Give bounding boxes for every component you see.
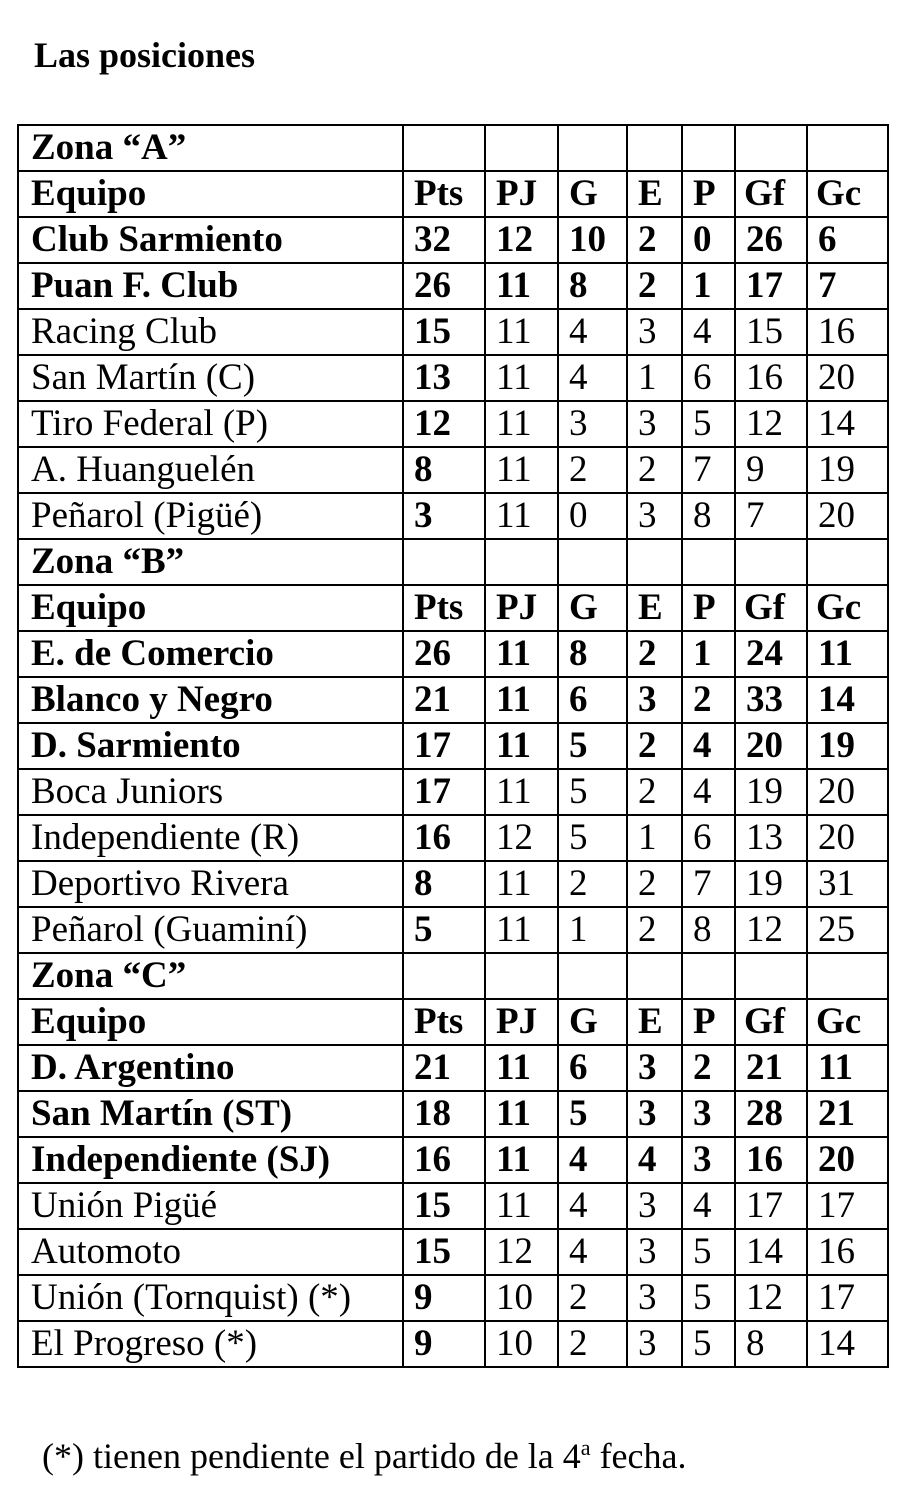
- column-header-e: E: [627, 171, 682, 217]
- stat-g: 4: [558, 1229, 627, 1275]
- empty-cell: [558, 539, 627, 585]
- stat-gf: 12: [735, 401, 807, 447]
- stat-pj: 12: [485, 815, 558, 861]
- stat-p: 5: [682, 1321, 735, 1367]
- column-header-row: [18, 999, 888, 1045]
- stat-e: 3: [627, 401, 682, 447]
- empty-cell: [485, 125, 558, 171]
- stat-pts: 26: [403, 631, 485, 677]
- stat-g: 3: [558, 401, 627, 447]
- stat-p: 3: [682, 1091, 735, 1137]
- stat-gf: 12: [735, 907, 807, 953]
- column-header-g: G: [558, 585, 627, 631]
- stat-pts: 21: [403, 677, 485, 723]
- table-row: [18, 263, 888, 309]
- stat-gc: 20: [807, 355, 888, 401]
- stat-e: 2: [627, 769, 682, 815]
- empty-cell: [403, 539, 485, 585]
- stat-gc: 20: [807, 1137, 888, 1183]
- stat-e: 2: [627, 631, 682, 677]
- team-name: San Martín (C): [18, 355, 403, 401]
- stat-p: 6: [682, 815, 735, 861]
- stat-e: 2: [627, 217, 682, 263]
- empty-cell: [558, 953, 627, 999]
- stat-gc: 31: [807, 861, 888, 907]
- page-title: Las posiciones: [34, 35, 256, 75]
- stat-pts: 9: [403, 1275, 485, 1321]
- stat-pj: 11: [485, 263, 558, 309]
- stat-e: 1: [627, 355, 682, 401]
- column-header-e: E: [627, 585, 682, 631]
- table-row: [18, 493, 888, 539]
- stat-p: 5: [682, 1229, 735, 1275]
- table-row: [18, 815, 888, 861]
- stat-gf: 19: [735, 769, 807, 815]
- table-row: [18, 677, 888, 723]
- team-name: A. Huanguelén: [18, 447, 403, 493]
- stat-pj: 10: [485, 1275, 558, 1321]
- stat-p: 7: [682, 447, 735, 493]
- table-row: [18, 401, 888, 447]
- stat-pj: 11: [485, 723, 558, 769]
- table-row: [18, 769, 888, 815]
- empty-cell: [682, 125, 735, 171]
- empty-cell: [682, 539, 735, 585]
- stat-pj: 12: [485, 217, 558, 263]
- column-header-p: P: [682, 585, 735, 631]
- stat-gc: 17: [807, 1183, 888, 1229]
- empty-cell: [627, 125, 682, 171]
- stat-gf: 24: [735, 631, 807, 677]
- empty-cell: [807, 953, 888, 999]
- team-name: E. de Comercio: [18, 631, 403, 677]
- stat-pts: 5: [403, 907, 485, 953]
- table-row: [18, 1183, 888, 1229]
- footnote-suffix: fecha.: [590, 1436, 687, 1476]
- column-header-equipo: Equipo: [18, 171, 403, 217]
- stat-e: 3: [627, 1091, 682, 1137]
- team-name: Racing Club: [18, 309, 403, 355]
- stat-pts: 26: [403, 263, 485, 309]
- stat-p: 4: [682, 723, 735, 769]
- stat-gc: 6: [807, 217, 888, 263]
- stat-pts: 3: [403, 493, 485, 539]
- stat-g: 5: [558, 1091, 627, 1137]
- column-header-gf: Gf: [735, 999, 807, 1045]
- zone-title-row: [18, 125, 888, 171]
- stat-pj: 11: [485, 677, 558, 723]
- column-header-equipo: Equipo: [18, 585, 403, 631]
- stat-gc: 20: [807, 815, 888, 861]
- zone-title: Zona “A”: [18, 125, 403, 171]
- team-name: El Progreso (*): [18, 1321, 403, 1367]
- stat-gf: 13: [735, 815, 807, 861]
- stat-p: 7: [682, 861, 735, 907]
- zone-title: Zona “B”: [18, 539, 403, 585]
- stat-gc: 11: [807, 1045, 888, 1091]
- table-row: [18, 1275, 888, 1321]
- stat-p: 6: [682, 355, 735, 401]
- stat-e: 2: [627, 861, 682, 907]
- team-name: Unión (Tornquist) (*): [18, 1275, 403, 1321]
- stat-pj: 11: [485, 631, 558, 677]
- stat-gf: 7: [735, 493, 807, 539]
- empty-cell: [735, 539, 807, 585]
- column-header-pj: PJ: [485, 171, 558, 217]
- stat-gf: 16: [735, 1137, 807, 1183]
- stat-gf: 21: [735, 1045, 807, 1091]
- stat-pj: 11: [485, 1137, 558, 1183]
- stat-gc: 20: [807, 769, 888, 815]
- table-row: [18, 447, 888, 493]
- stat-e: 1: [627, 815, 682, 861]
- stat-pts: 16: [403, 815, 485, 861]
- stat-p: 2: [682, 1045, 735, 1091]
- column-header-row: [18, 171, 888, 217]
- stat-g: 8: [558, 263, 627, 309]
- stat-p: 4: [682, 1183, 735, 1229]
- stat-gc: 14: [807, 1321, 888, 1367]
- column-header-row: [18, 585, 888, 631]
- stat-gf: 15: [735, 309, 807, 355]
- empty-cell: [403, 125, 485, 171]
- column-header-equipo: Equipo: [18, 999, 403, 1045]
- stat-e: 3: [627, 309, 682, 355]
- stat-p: 5: [682, 401, 735, 447]
- stat-pts: 21: [403, 1045, 485, 1091]
- column-header-gc: Gc: [807, 999, 888, 1045]
- footnote-text: (*) tienen pendiente el partido de la 4: [42, 1436, 581, 1476]
- stat-e: 2: [627, 263, 682, 309]
- stat-g: 2: [558, 1275, 627, 1321]
- stat-pj: 11: [485, 1091, 558, 1137]
- stat-gc: 17: [807, 1275, 888, 1321]
- column-header-e: E: [627, 999, 682, 1045]
- stat-pj: 11: [485, 769, 558, 815]
- stat-gf: 17: [735, 263, 807, 309]
- stat-g: 4: [558, 355, 627, 401]
- empty-cell: [735, 953, 807, 999]
- column-header-gc: Gc: [807, 585, 888, 631]
- stat-gc: 25: [807, 907, 888, 953]
- stat-p: 3: [682, 1137, 735, 1183]
- stat-pj: 11: [485, 1183, 558, 1229]
- stat-g: 5: [558, 815, 627, 861]
- stat-gf: 9: [735, 447, 807, 493]
- stat-g: 4: [558, 1183, 627, 1229]
- team-name: Independiente (SJ): [18, 1137, 403, 1183]
- stat-e: 2: [627, 723, 682, 769]
- stat-e: 3: [627, 1229, 682, 1275]
- stat-gf: 19: [735, 861, 807, 907]
- column-header-gc: Gc: [807, 171, 888, 217]
- stat-gc: 7: [807, 263, 888, 309]
- column-header-gf: Gf: [735, 585, 807, 631]
- stat-gf: 28: [735, 1091, 807, 1137]
- stat-gc: 21: [807, 1091, 888, 1137]
- table-row: [18, 631, 888, 677]
- stat-g: 5: [558, 769, 627, 815]
- stat-pj: 11: [485, 1045, 558, 1091]
- stat-pj: 11: [485, 401, 558, 447]
- stat-gf: 17: [735, 1183, 807, 1229]
- stat-pts: 8: [403, 447, 485, 493]
- stat-e: 3: [627, 1183, 682, 1229]
- column-header-pts: Pts: [403, 171, 485, 217]
- stat-p: 8: [682, 907, 735, 953]
- team-name: Peñarol (Pigüé): [18, 493, 403, 539]
- stat-p: 1: [682, 263, 735, 309]
- empty-cell: [558, 125, 627, 171]
- empty-cell: [627, 953, 682, 999]
- stat-g: 0: [558, 493, 627, 539]
- column-header-gf: Gf: [735, 171, 807, 217]
- stat-e: 3: [627, 1321, 682, 1367]
- team-name: Puan F. Club: [18, 263, 403, 309]
- stat-g: 4: [558, 1137, 627, 1183]
- empty-cell: [403, 953, 485, 999]
- team-name: Peñarol (Guaminí): [18, 907, 403, 953]
- stat-g: 1: [558, 907, 627, 953]
- stat-gc: 20: [807, 493, 888, 539]
- column-header-p: P: [682, 171, 735, 217]
- stat-gf: 8: [735, 1321, 807, 1367]
- team-name: San Martín (ST): [18, 1091, 403, 1137]
- stat-p: 1: [682, 631, 735, 677]
- team-name: Deportivo Rivera: [18, 861, 403, 907]
- team-name: D. Argentino: [18, 1045, 403, 1091]
- empty-cell: [682, 953, 735, 999]
- column-header-g: G: [558, 171, 627, 217]
- stat-g: 6: [558, 677, 627, 723]
- stat-p: 4: [682, 309, 735, 355]
- stat-gf: 14: [735, 1229, 807, 1275]
- stat-g: 10: [558, 217, 627, 263]
- table-row: [18, 1137, 888, 1183]
- empty-cell: [807, 539, 888, 585]
- column-header-pj: PJ: [485, 999, 558, 1045]
- empty-cell: [485, 539, 558, 585]
- table-row: [18, 1229, 888, 1275]
- stat-gc: 19: [807, 723, 888, 769]
- stat-pts: 9: [403, 1321, 485, 1367]
- stat-pts: 12: [403, 401, 485, 447]
- stat-g: 8: [558, 631, 627, 677]
- stat-gf: 12: [735, 1275, 807, 1321]
- stat-p: 4: [682, 769, 735, 815]
- stat-gf: 20: [735, 723, 807, 769]
- team-name: Boca Juniors: [18, 769, 403, 815]
- stat-pts: 8: [403, 861, 485, 907]
- table-row: [18, 1045, 888, 1091]
- stat-pj: 11: [485, 355, 558, 401]
- team-name: Automoto: [18, 1229, 403, 1275]
- stat-pts: 17: [403, 723, 485, 769]
- stat-pts: 15: [403, 1229, 485, 1275]
- stat-pj: 11: [485, 309, 558, 355]
- stat-e: 2: [627, 907, 682, 953]
- stat-gf: 16: [735, 355, 807, 401]
- stat-g: 2: [558, 447, 627, 493]
- empty-cell: [627, 539, 682, 585]
- stat-gc: 14: [807, 401, 888, 447]
- stat-e: 2: [627, 447, 682, 493]
- team-name: Independiente (R): [18, 815, 403, 861]
- table-row: [18, 1321, 888, 1367]
- team-name: Blanco y Negro: [18, 677, 403, 723]
- stat-pts: 16: [403, 1137, 485, 1183]
- stat-g: 2: [558, 1321, 627, 1367]
- stat-p: 2: [682, 677, 735, 723]
- stat-pts: 13: [403, 355, 485, 401]
- table-row: [18, 1091, 888, 1137]
- stat-pts: 17: [403, 769, 485, 815]
- empty-cell: [485, 953, 558, 999]
- column-header-p: P: [682, 999, 735, 1045]
- stat-p: 0: [682, 217, 735, 263]
- stat-e: 3: [627, 1275, 682, 1321]
- zone-title-row: [18, 953, 888, 999]
- stat-e: 4: [627, 1137, 682, 1183]
- stat-g: 2: [558, 861, 627, 907]
- stat-e: 3: [627, 677, 682, 723]
- standings-body: [18, 125, 888, 1367]
- stat-gf: 26: [735, 217, 807, 263]
- table-row: [18, 217, 888, 263]
- stat-gc: 19: [807, 447, 888, 493]
- stat-g: 4: [558, 309, 627, 355]
- empty-cell: [807, 125, 888, 171]
- stat-pts: 32: [403, 217, 485, 263]
- stat-pj: 10: [485, 1321, 558, 1367]
- stat-p: 5: [682, 1275, 735, 1321]
- stat-pj: 11: [485, 447, 558, 493]
- team-name: Club Sarmiento: [18, 217, 403, 263]
- stat-gc: 14: [807, 677, 888, 723]
- zone-title-row: [18, 539, 888, 585]
- stat-gf: 33: [735, 677, 807, 723]
- team-name: Tiro Federal (P): [18, 401, 403, 447]
- stat-pj: 11: [485, 861, 558, 907]
- column-header-pts: Pts: [403, 585, 485, 631]
- team-name: D. Sarmiento: [18, 723, 403, 769]
- column-header-g: G: [558, 999, 627, 1045]
- zone-title: Zona “C”: [18, 953, 403, 999]
- column-header-pj: PJ: [485, 585, 558, 631]
- stat-gc: 16: [807, 1229, 888, 1275]
- stat-pts: 18: [403, 1091, 485, 1137]
- stat-g: 5: [558, 723, 627, 769]
- column-header-pts: Pts: [403, 999, 485, 1045]
- stat-gc: 16: [807, 309, 888, 355]
- stat-e: 3: [627, 1045, 682, 1091]
- standings-table: [17, 124, 889, 1368]
- footnote: [42, 1434, 687, 1478]
- table-row: [18, 309, 888, 355]
- stat-p: 8: [682, 493, 735, 539]
- stat-pts: 15: [403, 309, 485, 355]
- footnote-ordinal: a: [580, 1435, 591, 1460]
- stat-pj: 11: [485, 907, 558, 953]
- stat-gc: 11: [807, 631, 888, 677]
- stat-g: 6: [558, 1045, 627, 1091]
- empty-cell: [735, 125, 807, 171]
- table-row: [18, 355, 888, 401]
- stat-pts: 15: [403, 1183, 485, 1229]
- table-row: [18, 907, 888, 953]
- team-name: Unión Pigüé: [18, 1183, 403, 1229]
- stat-pj: 11: [485, 493, 558, 539]
- stat-pj: 12: [485, 1229, 558, 1275]
- table-row: [18, 723, 888, 769]
- stat-e: 3: [627, 493, 682, 539]
- table-row: [18, 861, 888, 907]
